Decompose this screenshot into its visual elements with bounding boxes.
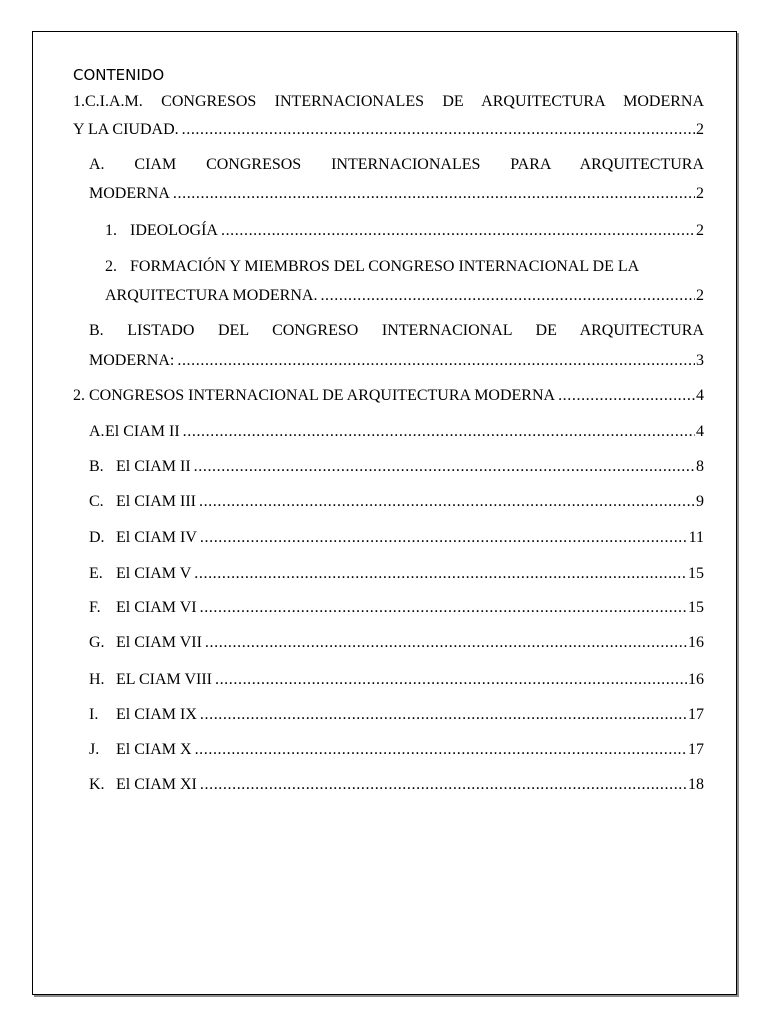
toc-page-number: 8 — [696, 458, 704, 475]
toc-sub-entry[interactable] — [89, 775, 704, 795]
toc-page-number: 17 — [688, 706, 704, 723]
toc-entry-ideologia[interactable] — [105, 221, 704, 241]
toc-entry-text: MODERNA: — [89, 352, 175, 369]
toc-sub-entry[interactable] — [89, 705, 704, 725]
toc-entry-text: EL CIAM VIII — [116, 671, 212, 688]
toc-page-number: 11 — [688, 529, 704, 546]
toc-entry-word: ARQUITECTURA — [579, 156, 704, 173]
toc-page-number: 4 — [696, 387, 704, 404]
toc-sub-entry[interactable] — [89, 528, 704, 548]
toc-entry-text: FORMACIÓN Y MIEMBROS DEL CONGRESO INTERNACIONAL DE LA — [130, 258, 640, 275]
toc-entry-word: PARA — [510, 156, 551, 173]
toc-page-number: 2 — [696, 121, 704, 138]
toc-entry-text: El CIAM VI — [116, 599, 197, 616]
toc-page-number: 4 — [696, 423, 704, 440]
toc-entry-label: E. — [89, 565, 103, 582]
toc-entry-label: B. — [89, 458, 104, 475]
toc-entry-label: F. — [89, 599, 101, 616]
toc-page-number: 15 — [688, 599, 704, 616]
toc-entry-word: LISTADO — [127, 322, 195, 339]
toc-entry-formacion-line2[interactable] — [105, 286, 704, 306]
toc-entry-text: IDEOLOGÍA — [130, 222, 218, 239]
toc-entry-b-line2[interactable] — [89, 351, 704, 371]
toc-entry-text: El CIAM IX — [116, 706, 197, 723]
dot-leader — [200, 598, 687, 618]
toc-page-number: 2 — [696, 222, 704, 239]
toc-entry-text: El CIAM XI — [116, 776, 197, 793]
toc-entry-text: El CIAM VII — [116, 634, 202, 651]
toc-heading: CONTENIDO — [73, 66, 165, 84]
toc-entry-2[interactable] — [73, 386, 704, 406]
toc-page-number: 3 — [696, 352, 704, 369]
toc-entry-label: A. — [89, 423, 105, 440]
toc-entry-text: 2. CONGRESOS INTERNACIONAL DE ARQUITECTURA MODERNA — [73, 387, 556, 404]
toc-entry-word: INTERNACIONAL — [381, 322, 512, 339]
toc-entry-text: El CIAM II — [105, 423, 180, 440]
toc-entry-text: El CIAM II — [116, 458, 191, 475]
toc-entry-word: CIAM — [134, 156, 177, 173]
toc-entry-1-line2[interactable] — [73, 120, 704, 140]
toc-sub-entry[interactable] — [89, 564, 704, 584]
dot-leader — [195, 740, 687, 760]
toc-entry-a-line1[interactable] — [89, 155, 704, 175]
dot-leader — [182, 120, 695, 140]
dot-leader — [200, 705, 687, 725]
toc-sub-entry[interactable] — [89, 492, 704, 512]
dot-leader — [200, 528, 688, 548]
dot-leader — [200, 775, 687, 795]
toc-entry-a-line2[interactable] — [89, 184, 704, 204]
toc-entry-label: 1. — [105, 222, 117, 239]
dot-leader — [205, 633, 687, 653]
dot-leader — [183, 422, 695, 442]
toc-entry-text: ARQUITECTURA MODERNA. — [105, 287, 318, 304]
document-page — [32, 31, 737, 995]
toc-entry-word: ARQUITECTURA — [579, 322, 704, 339]
toc-entry-text: El CIAM X — [116, 741, 192, 758]
toc-entry-text: 1.C.I.A.M. CONGRESOS INTERNACIONALES DE ARQUITECTURA MODERNA — [73, 93, 704, 110]
toc-entry-b-line1[interactable] — [89, 321, 704, 341]
toc-page-number: 16 — [688, 634, 704, 651]
dot-leader — [173, 184, 695, 204]
toc-entry-label: H. — [89, 671, 105, 688]
toc-sub-entry[interactable] — [89, 422, 704, 442]
toc-entry-word: INTERNACIONALES — [331, 156, 481, 173]
toc-sub-entry[interactable] — [89, 670, 704, 690]
dot-leader — [199, 492, 695, 512]
dot-leader — [558, 386, 695, 406]
toc-entry-text: El CIAM III — [116, 493, 196, 510]
toc-page-number: 17 — [688, 741, 704, 758]
toc-entry-label: B. — [89, 322, 104, 339]
toc-page-number: 9 — [696, 493, 704, 510]
toc-entry-label: G. — [89, 634, 105, 651]
dot-leader — [320, 286, 695, 306]
toc-sub-entry[interactable] — [89, 598, 704, 618]
dot-leader — [215, 670, 687, 690]
toc-entry-1-line1[interactable] — [73, 92, 704, 112]
toc-entry-label: A. — [89, 156, 105, 173]
toc-page-number: 15 — [688, 565, 704, 582]
toc-page-number: 2 — [696, 185, 704, 202]
toc-entry-text: Y LA CIUDAD. — [73, 121, 179, 138]
dot-leader — [194, 457, 695, 477]
dot-leader — [221, 221, 695, 241]
toc-entry-label: J. — [89, 741, 100, 758]
dot-leader — [194, 564, 687, 584]
toc-entry-text: El CIAM IV — [116, 529, 197, 546]
toc-entry-label: 2. — [105, 258, 117, 275]
toc-page-number: 16 — [688, 671, 704, 688]
toc-entry-word: CONGRESO — [272, 322, 359, 339]
toc-page-number: 18 — [688, 776, 704, 793]
toc-entry-label: C. — [89, 493, 104, 510]
toc-sub-entry[interactable] — [89, 740, 704, 760]
dot-leader — [177, 351, 695, 371]
toc-sub-entry[interactable] — [89, 457, 704, 477]
toc-entry-text: El CIAM V — [116, 565, 192, 582]
toc-entry-label: I. — [89, 706, 99, 723]
toc-entry-label: D. — [89, 529, 105, 546]
toc-entry-word: CONGRESOS — [206, 156, 302, 173]
toc-entry-text: MODERNA — [89, 185, 170, 202]
toc-entry-word: DE — [535, 322, 557, 339]
toc-sub-entry[interactable] — [89, 633, 704, 653]
toc-entry-label: K. — [89, 776, 105, 793]
toc-page-number: 2 — [696, 287, 704, 304]
toc-entry-formacion-line1[interactable] — [105, 257, 704, 277]
toc-entry-word: DEL — [217, 322, 249, 339]
